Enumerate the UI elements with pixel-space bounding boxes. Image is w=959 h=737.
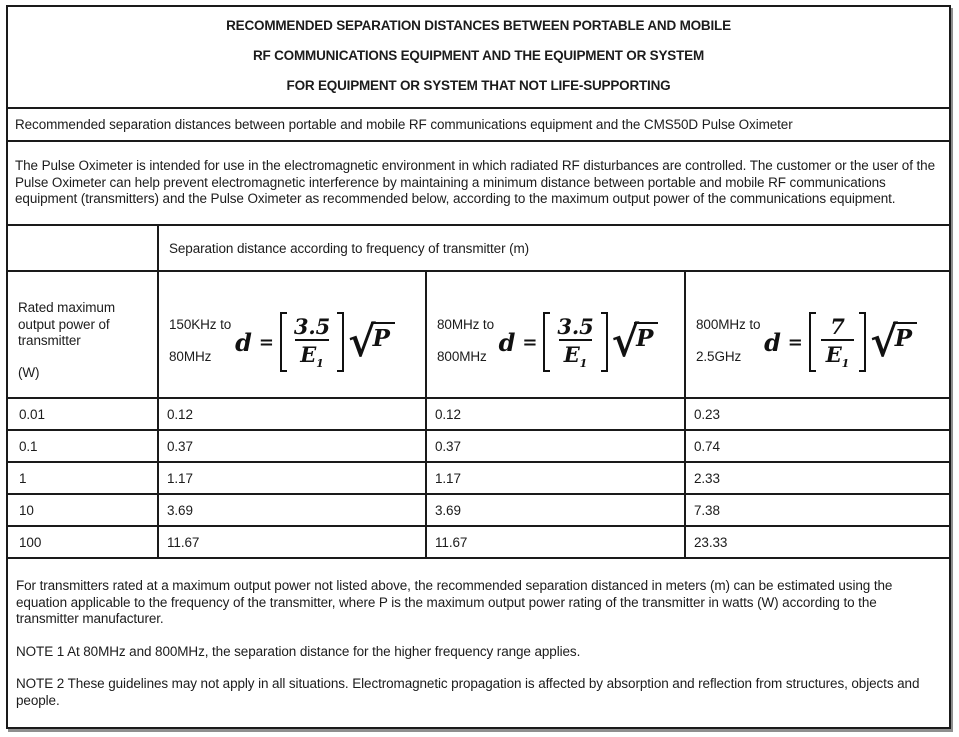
- notes-cell: [7, 558, 950, 728]
- freq-range-line1: 80MHz to: [437, 316, 494, 332]
- formula-wrap: [427, 312, 684, 372]
- freq-cell-150khz-80mhz: [158, 271, 426, 398]
- distance-value: 23.33: [685, 526, 950, 558]
- note-2: NOTE 2 These guidelines may not apply in all situations. Electromagnetic propagation is affected by absorption and reflection from structures, objects and people.: [16, 676, 920, 708]
- distance-value: 0.12: [426, 398, 685, 430]
- title-cell: [7, 6, 950, 108]
- power-value: 0.01: [7, 398, 158, 430]
- power-value: 100: [7, 526, 158, 558]
- left-bracket: [809, 312, 816, 372]
- fraction-denominator: [821, 339, 854, 369]
- distance-formula-3: [764, 312, 917, 372]
- square-root: [870, 317, 917, 367]
- intro-paragraph: The Pulse Oximeter is intended for use in the electromagnetic environment in which radiated RF disturbances are controlled. The customer or the user of the Pulse Oximeter can help prevent electromagnetic interference by maintaining a minimum distance between portable and mobile RF communications equipment (transmitters) and the Pulse Oximeter as recommended below, according to the maximum output power of the communications equipment.: [7, 141, 950, 225]
- distance-value: 11.67: [426, 526, 685, 558]
- note-1: NOTE 1 At 80MHz and 800MHz, the separation distance for the higher frequency range applies.: [16, 643, 581, 659]
- table-row: [7, 526, 950, 558]
- manual-page: [6, 5, 951, 729]
- radical-sign: √: [870, 317, 898, 367]
- empty-corner-cell: [7, 225, 158, 271]
- formula-equals: =: [258, 331, 274, 353]
- distance-value: 2.33: [685, 462, 950, 494]
- table-row: [7, 494, 950, 526]
- right-bracket: [601, 312, 608, 372]
- power-header-cell: [7, 271, 158, 398]
- fraction-numerator: 3.5: [293, 314, 331, 339]
- title-line-3: FOR EQUIPMENT OR SYSTEM THAT NOT LIFE-SUPPORTING: [286, 78, 671, 93]
- title-line-2: RF COMMUNICATIONS EQUIPMENT AND THE EQUIPMENT OR SYSTEM: [252, 48, 704, 63]
- notes-row: [7, 558, 950, 728]
- formula-fraction: [288, 312, 336, 372]
- freq-range-line1: 150KHz to: [169, 316, 232, 332]
- formula-fraction: [551, 312, 599, 372]
- freq-range-line1: 800MHz to: [696, 316, 761, 332]
- subtitle: Recommended separation distances between portable and mobile RF communications equipment and the CMS50D Pulse Oximeter: [7, 108, 950, 141]
- formula-variable-d: d: [764, 327, 781, 357]
- distance-value: 0.23: [685, 398, 950, 430]
- denominator-subscript: 1: [841, 357, 850, 371]
- distance-value: 0.37: [426, 430, 685, 462]
- power-value: 10: [7, 494, 158, 526]
- denominator-base: E: [563, 342, 580, 368]
- power-value: 1: [7, 462, 158, 494]
- table-row: [7, 398, 950, 430]
- distance-formula-2: [499, 312, 659, 372]
- distance-value: 7.38: [685, 494, 950, 526]
- separation-header: Separation distance according to frequency of transmitter (m): [158, 225, 950, 271]
- square-root: [611, 317, 659, 367]
- distance-value: 1.17: [426, 462, 685, 494]
- radical-sign: √: [611, 317, 640, 367]
- freq-range-line2: 2.5GHz: [696, 348, 742, 364]
- freq-cell-800mhz-2-5ghz: [685, 271, 950, 398]
- distance-value: 11.67: [158, 526, 426, 558]
- intro-row: [7, 141, 950, 225]
- denominator-subscript: 1: [316, 357, 324, 371]
- table-row: [7, 462, 950, 494]
- fraction-denominator: [559, 339, 592, 369]
- title-line-1: RECOMMENDED SEPARATION DISTANCES BETWEEN PORTABLE AND MOBILE: [226, 18, 731, 33]
- radicand-p: P: [893, 322, 917, 354]
- formula-variable-d: d: [498, 327, 516, 357]
- distance-value: 3.69: [158, 494, 426, 526]
- left-bracket: [280, 312, 287, 372]
- power-header-text: Rated maximum output power of transmitter: [18, 300, 115, 348]
- formula-variable-d: d: [235, 327, 252, 357]
- freq-cell-80mhz-800mhz: [426, 271, 685, 398]
- distance-value: 0.12: [158, 398, 426, 430]
- distance-formula-1: [235, 312, 395, 372]
- denominator-base: E: [825, 342, 842, 368]
- frequency-formula-row: [7, 271, 950, 398]
- right-bracket: [337, 312, 344, 372]
- formula-equals: =: [522, 331, 538, 353]
- fraction-numerator: 7: [830, 314, 845, 339]
- title-row: [7, 6, 950, 108]
- distance-value: 0.37: [158, 430, 426, 462]
- fraction-denominator: [295, 339, 328, 369]
- radical-sign: √: [348, 317, 376, 367]
- estimation-paragraph: For transmitters rated at a maximum output power not listed above, the recommended separation distanced in meters (m) can be estimated using the equation applicable to the frequency of the transmitter, where P is the maximum output power rating of the transmitter in watts (W) according to the transmitter manufacturer.: [16, 578, 893, 626]
- distance-value: 0.74: [685, 430, 950, 462]
- subtitle-row: [7, 108, 950, 141]
- radicand-p: P: [371, 322, 395, 354]
- distance-value: 1.17: [158, 462, 426, 494]
- denominator-base: E: [300, 342, 317, 368]
- separation-distance-table: [6, 5, 951, 729]
- freq-range-line2: 80MHz: [169, 348, 212, 364]
- radicand-p: P: [634, 322, 658, 354]
- freq-range-line2: 800MHz: [437, 348, 487, 364]
- fraction-numerator: 3.5: [557, 314, 594, 339]
- power-value: 0.1: [7, 430, 158, 462]
- table-row: [7, 430, 950, 462]
- formula-fraction: [817, 312, 858, 372]
- denominator-subscript: 1: [579, 357, 588, 371]
- distance-value: 3.69: [426, 494, 685, 526]
- formula-wrap: [686, 312, 949, 372]
- left-bracket: [543, 312, 550, 372]
- power-unit: (W): [18, 364, 40, 380]
- formula-wrap: [159, 312, 425, 372]
- square-root: [348, 317, 395, 367]
- formula-equals: =: [787, 331, 803, 353]
- right-bracket: [859, 312, 866, 372]
- separation-header-row: [7, 225, 950, 271]
